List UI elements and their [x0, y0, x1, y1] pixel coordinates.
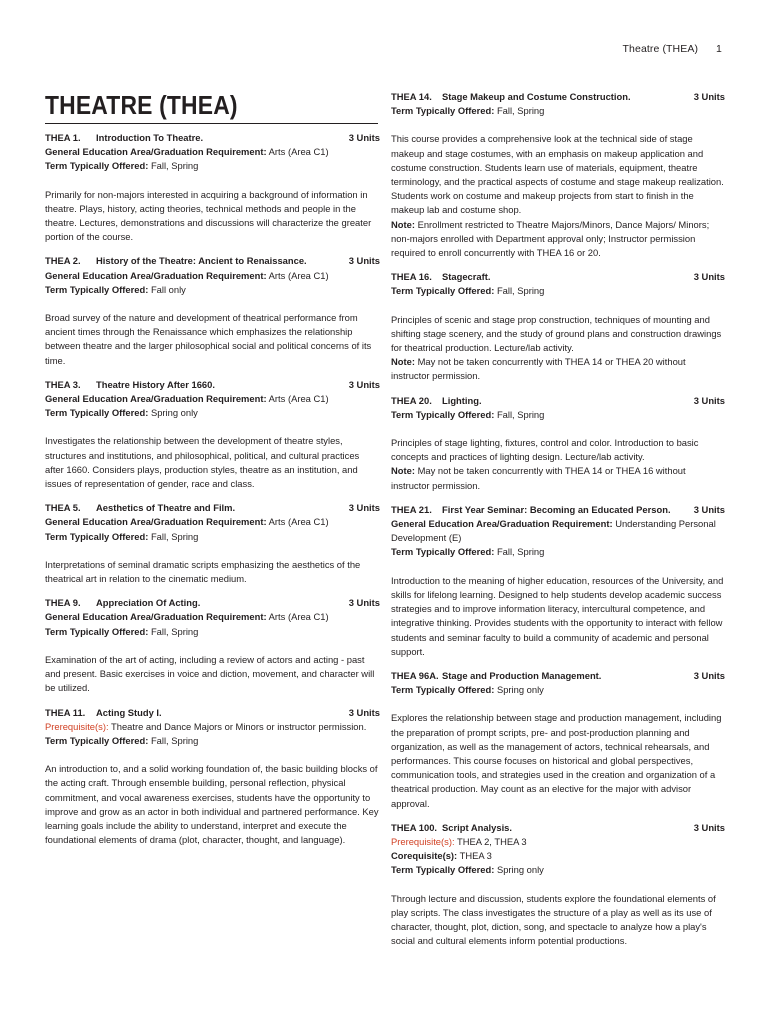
course-description: This course provides a comprehensive look at the technical side of stage makeup and stage costumes, with an emphasis on makeup application and costume construction. Students learn use of materials, equipment, theatre terminology, and the practical aspects of costume and stage makeup realization. Students work on costume and makeup projects from start to finish in the makeup lab and costume shop. Note: Enrollment restricted to Theatre Majors/Minors, Dance Majors/ Minors; non-majors enrolled with Department approval only; Instructor permission required to enroll concurrently with THEA 16 or 20. [391, 133, 724, 259]
course-name: Introduction To Theatre. [96, 132, 204, 143]
course-description: Principles of scenic and stage prop construction, techniques of mounting and shifting stage scenery, and the study of ground plans and construction drawings for theatrical production. Lecture/lab activity. Note: May not be taken concurrently with THEA 14 or THEA 20 without instructor permission. [391, 313, 722, 382]
prerequisite: Prerequisite(s): THEA 2, THEA 3 [391, 835, 527, 847]
term-offered: Term Typically Offered: Spring only [45, 407, 198, 419]
term-offered: Term Typically Offered: Fall, Spring [45, 734, 199, 746]
term-offered: Term Typically Offered: Spring only [391, 864, 544, 876]
term-offered: Term Typically Offered: Fall, Spring [45, 625, 199, 637]
course-heading [391, 503, 725, 517]
course-heading [45, 706, 380, 720]
course-units: 3 Units [348, 597, 380, 609]
ge-requirement: General Education Area/Graduation Requirement: Arts (Area C1) [45, 516, 329, 528]
course-entry [391, 90, 725, 260]
course-name: History of the Theatre: Ancient to Renaissance. [96, 255, 307, 267]
course-units: 3 Units [693, 503, 725, 515]
course-name: Stage Makeup and Costume Construction. [442, 91, 631, 102]
term-offered: Term Typically Offered: Spring only [391, 684, 544, 696]
course-heading [45, 378, 380, 392]
course-entry [391, 503, 725, 659]
course-entry [391, 270, 725, 383]
course-description: Interpretations of seminal dramatic scripts emphasizing the aesthetics of the theatrical art in relation to the cinematic medium. [45, 558, 361, 585]
prerequisite: Prerequisite(s): Theatre and Dance Majors or Minors or instructor permission. [45, 720, 367, 732]
course-name: Script Analysis. [442, 821, 512, 833]
course-number: THEA 2. [45, 255, 81, 267]
running-title: Theatre (THEA) [622, 43, 699, 55]
course-units: 3 Units [693, 91, 725, 102]
course-heading [45, 596, 380, 610]
course-description: Investigates the relationship between the development of theatre styles, structures and institutions, and philosophical, political, and cultural practices after 1660. Considers plays, production styles, theatre as an institution, and issues of representation of gender, race and class. [45, 435, 360, 490]
course-heading [391, 821, 725, 835]
course-number: THEA 20. [391, 394, 432, 406]
course-units: 3 Units [348, 706, 380, 718]
course-note: May not be taken concurrently with THEA 14 or THEA 16 without instructor permission. [391, 465, 686, 491]
course-name: First Year Seminar: Becoming an Educated Person. [442, 503, 671, 515]
ge-requirement: General Education Area/Graduation Requirement: Understanding Personal Development (E) [391, 518, 716, 544]
term-offered: Term Typically Offered: Fall, Spring [391, 105, 545, 117]
course-heading [45, 501, 380, 515]
term-offered: Term Typically Offered: Fall, Spring [45, 530, 199, 542]
course-name: Theatre History After 1660. [96, 378, 215, 390]
course-number: THEA 3. [45, 378, 81, 390]
course-number: THEA 16. [391, 271, 432, 283]
course-heading [391, 90, 725, 104]
course-entry [391, 669, 725, 811]
course-number: THEA 1. [45, 132, 81, 143]
course-units: 3 Units [348, 255, 380, 267]
course-units: 3 Units [693, 821, 725, 833]
course-entry [45, 706, 380, 848]
course-entry [45, 501, 380, 586]
left-column [45, 131, 380, 857]
course-heading [391, 394, 725, 408]
ge-requirement: General Education Area/Graduation Requirement: Arts (Area C1) [45, 146, 329, 158]
course-units: 3 Units [693, 271, 725, 283]
course-entry [45, 254, 380, 367]
course-description: Examination of the art of acting, including a review of actors and acting - past and present. Basic exercises in voice and diction, movement, and character will be utilized. [45, 653, 375, 694]
term-offered: Term Typically Offered: Fall, Spring [45, 160, 199, 172]
course-name: Acting Study I. [96, 706, 162, 718]
course-name: Appreciation Of Acting. [96, 597, 201, 609]
term-offered: Term Typically Offered: Fall only [45, 283, 186, 295]
course-entry [45, 596, 380, 695]
term-offered: Term Typically Offered: Fall, Spring [391, 408, 545, 420]
course-units: 3 Units [348, 378, 380, 390]
course-description: Principles of stage lighting, fixtures, control and color. Introduction to basic concepts and practices of lighting design. Lecture/lab activity. Note: May not be taken concurrently with THEA 14 or THEA 16 without instructor permission. [391, 437, 699, 491]
course-number: THEA 21. [391, 503, 432, 515]
course-heading [45, 254, 380, 268]
course-number: THEA 9. [45, 597, 81, 609]
course-units: 3 Units [693, 669, 725, 681]
corequisite: Corequisite(s): THEA 3 [391, 850, 492, 862]
course-name: Aesthetics of Theatre and Film. [96, 502, 236, 514]
course-entry [391, 821, 725, 949]
course-description: Explores the relationship between stage and production management, including the preparation of prompt scripts, pre- and post-production planning and organization, as well as the management of actors, technical rehearsals, and performances. This course focuses on historical and global perspectives, communication tools, and strategies used in the creation and organization of a theatrical production. May count as an elective for the major with advisor approval. [391, 712, 722, 809]
term-offered: Term Typically Offered: Fall, Spring [391, 546, 545, 558]
course-number: THEA 11. [45, 706, 86, 718]
term-offered: Term Typically Offered: Fall, Spring [391, 285, 545, 297]
course-name: Stage and Production Management. [442, 669, 602, 681]
running-header [623, 43, 722, 55]
course-number: THEA 14. [391, 91, 432, 102]
course-entry [391, 394, 725, 493]
course-heading [391, 270, 725, 284]
course-heading [391, 669, 725, 683]
course-number: THEA 5. [45, 502, 81, 514]
course-description: Broad survey of the nature and development of theatrical performance from ancient times through the Renaissance which emphasizes the relationship between theatre and the larger philosophical social and political concerns of its time. [45, 312, 372, 366]
course-number: THEA 100. [391, 821, 438, 833]
right-column [391, 90, 725, 958]
course-units: 3 Units [348, 502, 380, 514]
ge-requirement: General Education Area/Graduation Requirement: Arts (Area C1) [45, 611, 329, 623]
course-description: Introduction to the meaning of higher education, resources of the University, and skills for lifelong learning. Designed to help students develop academic success strategies and to improve information literacy, intercultural competence, and integrative thinking. Provides students with the opportunity to interact with fellow students and seminar faculty to build a community of academic and personal support. [391, 574, 724, 657]
course-entry [45, 378, 380, 491]
course-units: 3 Units [693, 394, 725, 406]
course-name: Stagecraft. [442, 271, 491, 283]
course-units: 3 Units [348, 132, 380, 143]
course-description: Through lecture and discussion, students explore the foundational elements of play scripts. The class investigates the structure of a play as well as its use of character, thought, plot, diction, song, and spectacle to analyze how a play's social and cultural elements inform potential productions. [391, 892, 716, 947]
course-name: Lighting. [442, 394, 482, 406]
page-number: 1 [716, 43, 722, 55]
title-rule [45, 123, 378, 124]
ge-requirement: General Education Area/Graduation Requirement: Arts (Area C1) [45, 269, 329, 281]
page-title: THEATRE (THEA) [45, 90, 238, 120]
course-entry [45, 131, 380, 244]
course-note: Enrollment restricted to Theatre Majors/Minors, Dance Majors/ Minors; non-majors enrolled with Department approval only; Instructor permission required to enroll concurrently with THEA 16 or 20. [391, 218, 710, 259]
course-note: May not be taken concurrently with THEA 14 or THEA 20 without instructor permission. [391, 356, 686, 382]
course-description: Primarily for non-majors interested in acquiring a background of information in theatre. Plays, history, acting theories, technical methods and people in the theatre. Lectures, demonstrations and discussions will characterize the greater portion of the course. [45, 188, 372, 243]
course-number: THEA 96A. [391, 669, 439, 681]
course-heading [45, 131, 380, 145]
course-description: An introduction to, and a solid working foundation of, the basic building blocks of the acting craft. Through ensemble building, personal reflection, physical commitment, and vocal awareness exercises, students have the opportunity to improve and grow as an actor in both individual and partnered performance. Key learning goals include the ability to understand, interpret and execute the foundational elements of drama (plot, character, thought, and language). [45, 763, 379, 846]
ge-requirement: General Education Area/Graduation Requirement: Arts (Area C1) [45, 393, 329, 405]
